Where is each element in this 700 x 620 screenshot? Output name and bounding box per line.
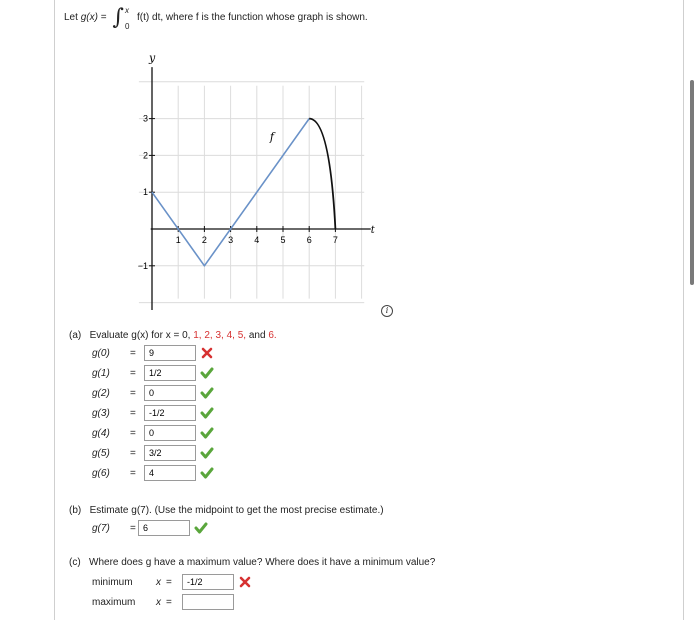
part-a-x-1: 1, bbox=[193, 330, 202, 341]
check-icon bbox=[200, 466, 214, 480]
info-icon[interactable]: i bbox=[381, 305, 393, 317]
answer-label: g(2) bbox=[92, 387, 110, 399]
part-b-letter: (b) bbox=[69, 505, 82, 516]
part-b-prompt bbox=[69, 505, 384, 516]
answer-eq: = bbox=[130, 467, 136, 479]
check-icon bbox=[200, 406, 214, 420]
answer-input[interactable] bbox=[144, 365, 196, 381]
y-tick-label: 3 bbox=[142, 113, 148, 124]
minimum-eq: = bbox=[166, 576, 172, 588]
check-icon bbox=[200, 426, 214, 440]
minimum-input[interactable] bbox=[182, 574, 234, 590]
part-b-text: Estimate g(7). (Use the midpoint to get the most precise estimate.) bbox=[89, 505, 384, 516]
prompt-prefix: Let bbox=[64, 12, 78, 23]
part-a-x-6: 6. bbox=[268, 330, 277, 341]
answer-row bbox=[92, 345, 214, 361]
part-a-and: and bbox=[248, 330, 266, 341]
answer-eq: = bbox=[130, 447, 136, 459]
x-tick-label: 6 bbox=[306, 235, 312, 245]
part-c-text: Where does g have a maximum value? Where does it have a minimum value? bbox=[89, 557, 436, 568]
check-icon bbox=[194, 521, 208, 535]
minimum-var: x bbox=[156, 576, 161, 588]
y-tick-label: 1 bbox=[142, 187, 148, 198]
answer-label: g(3) bbox=[92, 407, 110, 419]
part-a-prompt bbox=[69, 330, 277, 341]
part-a-x-4: 4, bbox=[226, 330, 235, 341]
prompt-g-of-x: g(x) bbox=[80, 12, 98, 23]
answer-input[interactable] bbox=[144, 405, 196, 421]
x-tick-label: 4 bbox=[254, 235, 260, 245]
minimum-label: minimum bbox=[92, 576, 133, 588]
answer-eq: = bbox=[130, 407, 136, 419]
prompt-integrand: f(t) dt, bbox=[137, 12, 164, 23]
maximum-label: maximum bbox=[92, 596, 136, 608]
answer-eq: = bbox=[130, 387, 136, 399]
x-axis-label: t bbox=[370, 225, 375, 236]
y-axis-label: y bbox=[149, 51, 156, 65]
answer-eq: = bbox=[130, 427, 136, 439]
answer-row bbox=[92, 465, 214, 481]
answer-label: g(0) bbox=[92, 347, 110, 359]
answer-input[interactable] bbox=[144, 465, 196, 481]
y-tick-label: 2 bbox=[142, 150, 148, 161]
curve-label-f: f bbox=[269, 130, 274, 144]
answer-label: g(7) bbox=[92, 522, 110, 534]
part-a-letter: (a) bbox=[69, 330, 82, 341]
maximum-var: x bbox=[156, 596, 161, 608]
upper-limit: x bbox=[125, 6, 130, 15]
answer-input-g7[interactable] bbox=[138, 520, 190, 536]
answer-row bbox=[92, 405, 214, 421]
part-a-x-5: 5, bbox=[237, 330, 247, 341]
maximum-input[interactable] bbox=[182, 594, 234, 610]
answer-input[interactable] bbox=[144, 385, 196, 401]
answer-label: g(6) bbox=[92, 467, 110, 479]
prompt-suffix: where f is the function whose graph is shown. bbox=[165, 12, 368, 23]
answer-row bbox=[92, 365, 214, 381]
y-tick-label: −1 bbox=[137, 260, 148, 271]
answer-input[interactable] bbox=[144, 445, 196, 461]
answer-eq: = bbox=[130, 522, 136, 534]
x-tick-label: 5 bbox=[280, 235, 286, 245]
x-tick-label: 3 bbox=[228, 235, 234, 245]
answer-input[interactable] bbox=[144, 425, 196, 441]
part-a-text: Evaluate g(x) for x = bbox=[89, 330, 180, 341]
f-arc-segment bbox=[309, 119, 335, 229]
part-a-x-2: 2, bbox=[204, 330, 213, 341]
check-icon bbox=[200, 386, 214, 400]
graph-axes bbox=[151, 67, 371, 310]
prompt-eq: = bbox=[100, 12, 107, 23]
answer-row-minimum bbox=[92, 574, 252, 590]
answer-row bbox=[92, 445, 214, 461]
answer-label: g(4) bbox=[92, 427, 110, 439]
answer-eq: = bbox=[130, 347, 136, 359]
part-c-letter: (c) bbox=[69, 557, 81, 568]
integral-sign-icon: ∫ bbox=[112, 5, 125, 30]
lower-limit: 0 bbox=[125, 22, 130, 31]
maximum-eq: = bbox=[166, 596, 172, 608]
answer-row-g7 bbox=[92, 520, 208, 536]
answer-eq: = bbox=[130, 367, 136, 379]
part-a-x-0: 0, bbox=[182, 330, 191, 341]
part-c-prompt bbox=[69, 557, 435, 568]
answer-input[interactable] bbox=[144, 345, 196, 361]
answer-row-maximum bbox=[92, 594, 234, 610]
x-tick-label: 2 bbox=[201, 235, 207, 245]
x-mark-icon bbox=[200, 346, 214, 360]
answer-label: g(1) bbox=[92, 367, 110, 379]
check-icon bbox=[200, 446, 214, 460]
answer-label: g(5) bbox=[92, 447, 110, 459]
answer-row bbox=[92, 425, 214, 441]
answer-row bbox=[92, 385, 214, 401]
graph-grid bbox=[139, 82, 364, 303]
part-a-x-3: 3, bbox=[215, 330, 224, 341]
x-tick-label: 1 bbox=[175, 235, 181, 245]
check-icon bbox=[200, 366, 214, 380]
x-mark-icon bbox=[238, 575, 252, 589]
x-tick-label: 7 bbox=[332, 235, 338, 245]
